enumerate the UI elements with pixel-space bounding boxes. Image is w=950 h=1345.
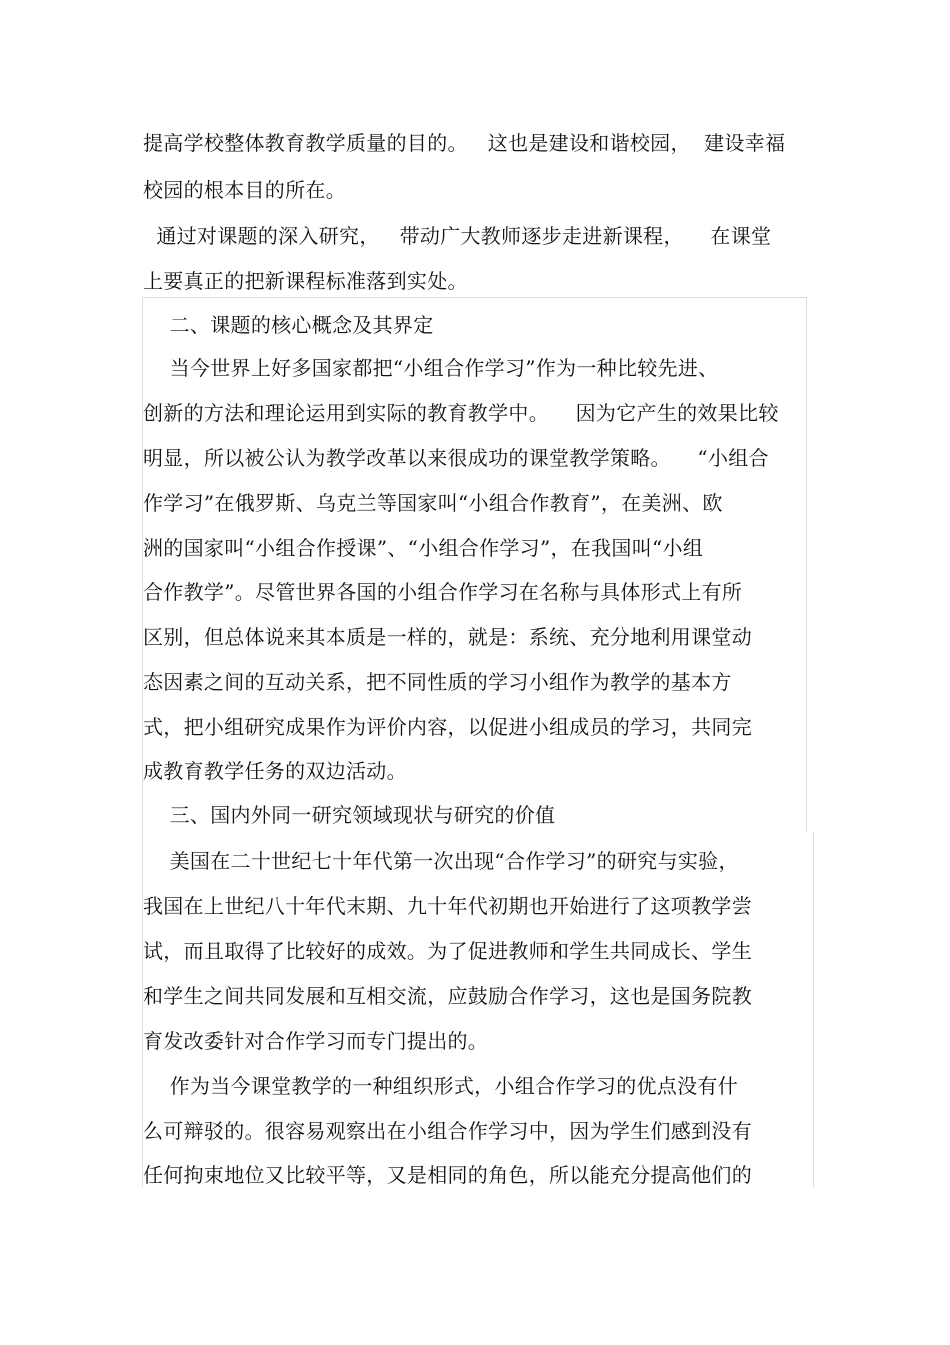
text-line: 洲的国家叫“小组合作授课”、“小组合作学习”，在我国叫“小组 xyxy=(143,536,704,560)
frame-right-line-lower xyxy=(813,832,814,1187)
text-line: 通过对课题的深入研究， 带动广大教师逐步走进新课程， 在课堂 xyxy=(143,224,772,248)
frame-right-line-upper xyxy=(806,297,807,832)
text-line: 美国在二十世纪七十年代第一次出现“合作学习”的研究与实验， xyxy=(143,849,739,873)
text-line: 育发改委针对合作学习而专门提出的。 xyxy=(143,1029,489,1053)
section-heading: 二、课题的核心概念及其界定 xyxy=(143,313,434,337)
text-line: 任何拘束地位又比较平等，又是相同的角色，所以能充分提高他们的 xyxy=(143,1163,752,1187)
text-line: 区别，但总体说来其本质是一样的，就是：系统、充分地利用课堂动 xyxy=(143,625,752,649)
section-heading: 三、国内外同一研究领域现状与研究的价值 xyxy=(143,803,556,827)
text-line: 明显，所以被公认为教学改革以来很成功的课堂教学策略。 “小组合 xyxy=(143,446,769,470)
text-line: 和学生之间共同发展和互相交流，应鼓励合作学习，这也是国务院教 xyxy=(143,984,752,1008)
text-line: 创新的方法和理论运用到实际的教育教学中。 因为它产生的效果比较 xyxy=(143,401,779,425)
text-line: 成教育教学任务的双边活动。 xyxy=(143,759,407,783)
text-line: 试，而且取得了比较好的成效。为了促进教师和学生共同成长、学生 xyxy=(143,939,752,963)
text-line: 作学习”在俄罗斯、乌克兰等国家叫“小组合作教育”，在美洲、欧 xyxy=(143,491,723,515)
text-line: 当今世界上好多国家都把“小组合作学习”作为一种比较先进、 xyxy=(143,356,719,380)
text-line: 合作教学”。尽管世界各国的小组合作学习在名称与具体形式上有所 xyxy=(143,580,743,604)
text-line: 态因素之间的互动关系，把不同性质的学习小组作为教学的基本方 xyxy=(143,670,732,694)
text-line: 上要真正的把新课程标准落到实处。 xyxy=(143,269,468,293)
text-line: 我国在上世纪八十年代末期、九十年代初期也开始进行了这项教学尝 xyxy=(143,894,752,918)
text-line: 么可辩驳的。很容易观察出在小组合作学习中，因为学生们感到没有 xyxy=(143,1119,752,1143)
text-line: 提高学校整体教育教学质量的目的。 这也是建设和谐校园， 建设幸福 xyxy=(143,131,786,155)
text-line: 校园的根本目的所在。 xyxy=(143,178,346,202)
text-line: 作为当今课堂教学的一种组织形式，小组合作学习的优点没有什 xyxy=(143,1074,739,1098)
frame-top-line xyxy=(142,297,806,298)
text-line: 式，把小组研究成果作为评价内容，以促进小组成员的学习，共同完 xyxy=(143,715,752,739)
